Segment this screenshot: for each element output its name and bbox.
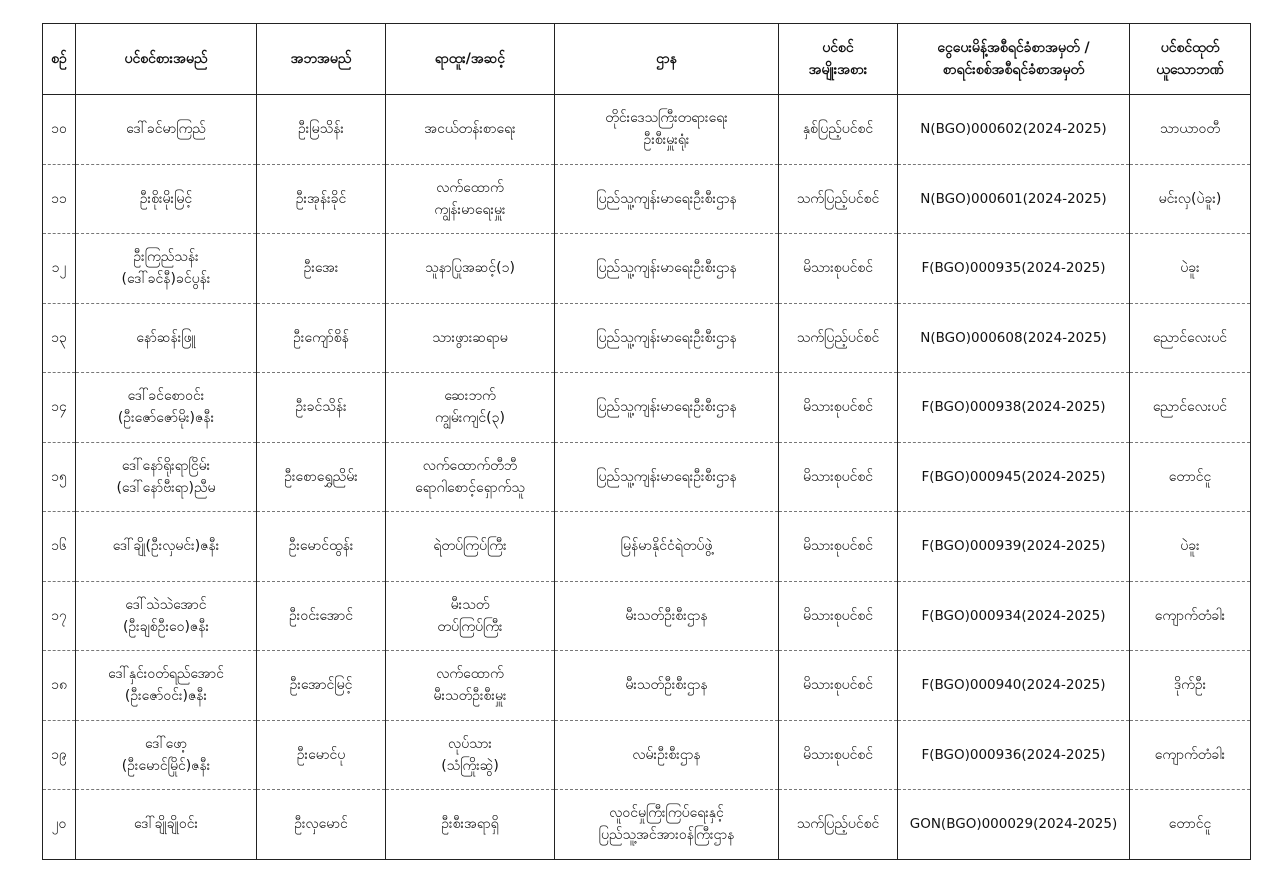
bank-cell: ညောင်လေးပင် xyxy=(1130,303,1251,373)
header-report-number: ငွေပေးမိန့်အစီရင်ခံစာအမှတ် / စာရင်းစစ်အစီရင်ခံစာအမှတ် xyxy=(898,24,1130,95)
report-number-cell: F(BGO)000935(2024-2025) xyxy=(898,234,1130,304)
father-name-cell: ဦးအောင်မြင့် xyxy=(257,651,386,721)
header-row xyxy=(43,24,1251,95)
father-name-cell: ဦးမောင်ပု xyxy=(257,720,386,790)
bank-cell: တောင်ငူ xyxy=(1130,442,1251,512)
pensioner-name-cell: ဒေါ်ချို(ဦးလှမင်း)ဇနီး xyxy=(76,512,257,582)
pensioner-name-cell: ဒေါ်သဲသဲအောင် (ဦးချစ်ဦးဝေ)ဇနီး xyxy=(76,581,257,651)
father-name-cell: ဦးအုန်းခိုင် xyxy=(257,164,386,234)
position-cell: လက်ထောက် မီးသတ်ဦးစီးမှူး xyxy=(386,651,555,721)
pension-table xyxy=(42,23,1251,860)
table-row xyxy=(43,164,1251,234)
header-pensioner-name: ပင်စင်စားအမည် xyxy=(76,24,257,95)
position-cell: ရဲတပ်ကြပ်ကြီး xyxy=(386,512,555,582)
position-cell: သားဖွားဆရာမ xyxy=(386,303,555,373)
pensioner-name-cell: ဒေါ်နော်ရိုးရာငြိမ်း (ဒေါ်နော်ဗီးရာ)ညီမ xyxy=(76,442,257,512)
bank-cell: မင်းလှ(ပဲခူး) xyxy=(1130,164,1251,234)
position-cell: မီးသတ် တပ်ကြပ်ကြီး xyxy=(386,581,555,651)
bank-cell: ဒိုက်ဦး xyxy=(1130,651,1251,721)
header-father-name: အဘအမည် xyxy=(257,24,386,95)
serial-cell: ၁၉ xyxy=(43,720,76,790)
pension-type-cell: သက်ပြည့်ပင်စင် xyxy=(779,303,898,373)
report-number-cell: F(BGO)000934(2024-2025) xyxy=(898,581,1130,651)
pensioner-name-cell: ဦးစိုးမိုးမြင့် xyxy=(76,164,257,234)
position-cell: လုပ်သား (သံကြိုးဆွဲ) xyxy=(386,720,555,790)
position-cell: လက်ထောက် ကျွန်းမာရေးမှူး xyxy=(386,164,555,234)
pension-type-cell: မိသားစုပင်စင် xyxy=(779,373,898,443)
table-row xyxy=(43,95,1251,165)
father-name-cell: ဦးဝင်းအောင် xyxy=(257,581,386,651)
department-cell: မီးသတ်ဦးစီးဌာန xyxy=(555,581,779,651)
position-cell: အငယ်တန်းစာရေး xyxy=(386,95,555,165)
pension-type-cell: မိသားစုပင်စင် xyxy=(779,234,898,304)
father-name-cell: ဦးမြသိန်း xyxy=(257,95,386,165)
table-row xyxy=(43,442,1251,512)
pensioner-name-cell: ဦးကြည်သန်း (ဒေါ်ခင်နီ)ခင်ပွန်း xyxy=(76,234,257,304)
table-row xyxy=(43,720,1251,790)
pension-type-cell: မိသားစုပင်စင် xyxy=(779,581,898,651)
serial-cell: ၁၂ xyxy=(43,234,76,304)
header-serial: စဉ် xyxy=(43,24,76,95)
report-number-cell: F(BGO)000936(2024-2025) xyxy=(898,720,1130,790)
table-body xyxy=(43,95,1251,860)
header-bank: ပင်စင်ထုတ် ယူသောဘဏ် xyxy=(1130,24,1251,95)
department-cell: ပြည်သူ့ကျန်းမာရေးဦးစီးဌာန xyxy=(555,164,779,234)
report-number-cell: N(BGO)000602(2024-2025) xyxy=(898,95,1130,165)
department-cell: တိုင်းဒေသကြီးတရားရေး ဦးစီးမှူးရုံး xyxy=(555,95,779,165)
father-name-cell: ဦးလှမောင် xyxy=(257,790,386,860)
position-cell: လက်ထောက်တီဘီ ရောဂါစောင့်ရှောက်သူ xyxy=(386,442,555,512)
serial-cell: ၁၈ xyxy=(43,651,76,721)
header-position: ရာထူး/အဆင့် xyxy=(386,24,555,95)
serial-cell: ၁၅ xyxy=(43,442,76,512)
table-row xyxy=(43,651,1251,721)
pensioner-name-cell: ဒေါ်ဖော့ (ဦးမောင်မြိုင်)ဇနီး xyxy=(76,720,257,790)
report-number-cell: F(BGO)000939(2024-2025) xyxy=(898,512,1130,582)
serial-cell: ၁၄ xyxy=(43,373,76,443)
pension-type-cell: မိသားစုပင်စင် xyxy=(779,442,898,512)
department-cell: ပြည်သူ့ကျန်းမာရေးဦးစီးဌာန xyxy=(555,373,779,443)
serial-cell: ၁၃ xyxy=(43,303,76,373)
serial-cell: ၁၇ xyxy=(43,581,76,651)
bank-cell: ကျောက်တံခါး xyxy=(1130,581,1251,651)
position-cell: ဦးစီးအရာရှိ xyxy=(386,790,555,860)
serial-cell: ၁၀ xyxy=(43,95,76,165)
father-name-cell: ဦးမောင်ထွန်း xyxy=(257,512,386,582)
table-row xyxy=(43,373,1251,443)
serial-cell: ၁၁ xyxy=(43,164,76,234)
pension-type-cell: မိသားစုပင်စင် xyxy=(779,651,898,721)
report-number-cell: F(BGO)000945(2024-2025) xyxy=(898,442,1130,512)
header-department: ဌာန xyxy=(555,24,779,95)
bank-cell: တောင်ငူ xyxy=(1130,790,1251,860)
pensioner-name-cell: ဒေါ်နှင်းဝတ်ရည်အောင် (ဦးဇော်ဝင်း)ဇနီး xyxy=(76,651,257,721)
table-row xyxy=(43,512,1251,582)
bank-cell: သာယာဝတီ xyxy=(1130,95,1251,165)
department-cell: လူဝင်မှုကြီးကြပ်ရေးနှင့် ပြည်သူ့အင်အားဝန်ကြီးဌာန xyxy=(555,790,779,860)
department-cell: ပြည်သူ့ကျန်းမာရေးဦးစီးဌာန xyxy=(555,234,779,304)
father-name-cell: ဦးအေး xyxy=(257,234,386,304)
father-name-cell: ဦးခင်သိန်း xyxy=(257,373,386,443)
pension-type-cell: နှစ်ပြည့်ပင်စင် xyxy=(779,95,898,165)
position-cell: ဆေးဘက် ကျွမ်းကျင်(၃) xyxy=(386,373,555,443)
report-number-cell: GON(BGO)000029(2024-2025) xyxy=(898,790,1130,860)
serial-cell: ၂၀ xyxy=(43,790,76,860)
pension-table-container xyxy=(42,23,1251,860)
department-cell: မီးသတ်ဦးစီးဌာန xyxy=(555,651,779,721)
pension-type-cell: သက်ပြည့်ပင်စင် xyxy=(779,164,898,234)
bank-cell: ပဲခူး xyxy=(1130,234,1251,304)
department-cell: ပြည်သူ့ကျန်းမာရေးဦးစီးဌာန xyxy=(555,303,779,373)
bank-cell: ပဲခူး xyxy=(1130,512,1251,582)
header-pension-type: ပင်စင် အမျိုးအစား xyxy=(779,24,898,95)
father-name-cell: ဦးကျော်စိန် xyxy=(257,303,386,373)
pensioner-name-cell: နော်ဆန်းဖြူ xyxy=(76,303,257,373)
pension-type-cell: သက်ပြည့်ပင်စင် xyxy=(779,790,898,860)
report-number-cell: N(BGO)000601(2024-2025) xyxy=(898,164,1130,234)
pensioner-name-cell: ဒေါ်ချိုချိုဝင်း xyxy=(76,790,257,860)
pension-type-cell: မိသားစုပင်စင် xyxy=(779,512,898,582)
department-cell: မြန်မာနိုင်ငံရဲတပ်ဖွဲ့ xyxy=(555,512,779,582)
table-row xyxy=(43,303,1251,373)
report-number-cell: F(BGO)000940(2024-2025) xyxy=(898,651,1130,721)
pensioner-name-cell: ဒေါ်ခင်မာကြည် xyxy=(76,95,257,165)
position-cell: သူနာပြုအဆင့်(၁) xyxy=(386,234,555,304)
table-row xyxy=(43,234,1251,304)
bank-cell: ညောင်လေးပင် xyxy=(1130,373,1251,443)
serial-cell: ၁၆ xyxy=(43,512,76,582)
pensioner-name-cell: ဒေါ်ခင်စောဝင်း (ဦးဇော်ဇော်မိုး)ဇနီး xyxy=(76,373,257,443)
table-row xyxy=(43,790,1251,860)
pension-type-cell: မိသားစုပင်စင် xyxy=(779,720,898,790)
department-cell: ပြည်သူ့ကျန်းမာရေးဦးစီးဌာန xyxy=(555,442,779,512)
bank-cell: ကျောက်တံခါး xyxy=(1130,720,1251,790)
report-number-cell: F(BGO)000938(2024-2025) xyxy=(898,373,1130,443)
father-name-cell: ဦးစောရွှေညိမ်း xyxy=(257,442,386,512)
report-number-cell: N(BGO)000608(2024-2025) xyxy=(898,303,1130,373)
table-row xyxy=(43,581,1251,651)
department-cell: လမ်းဦးစီးဌာန xyxy=(555,720,779,790)
